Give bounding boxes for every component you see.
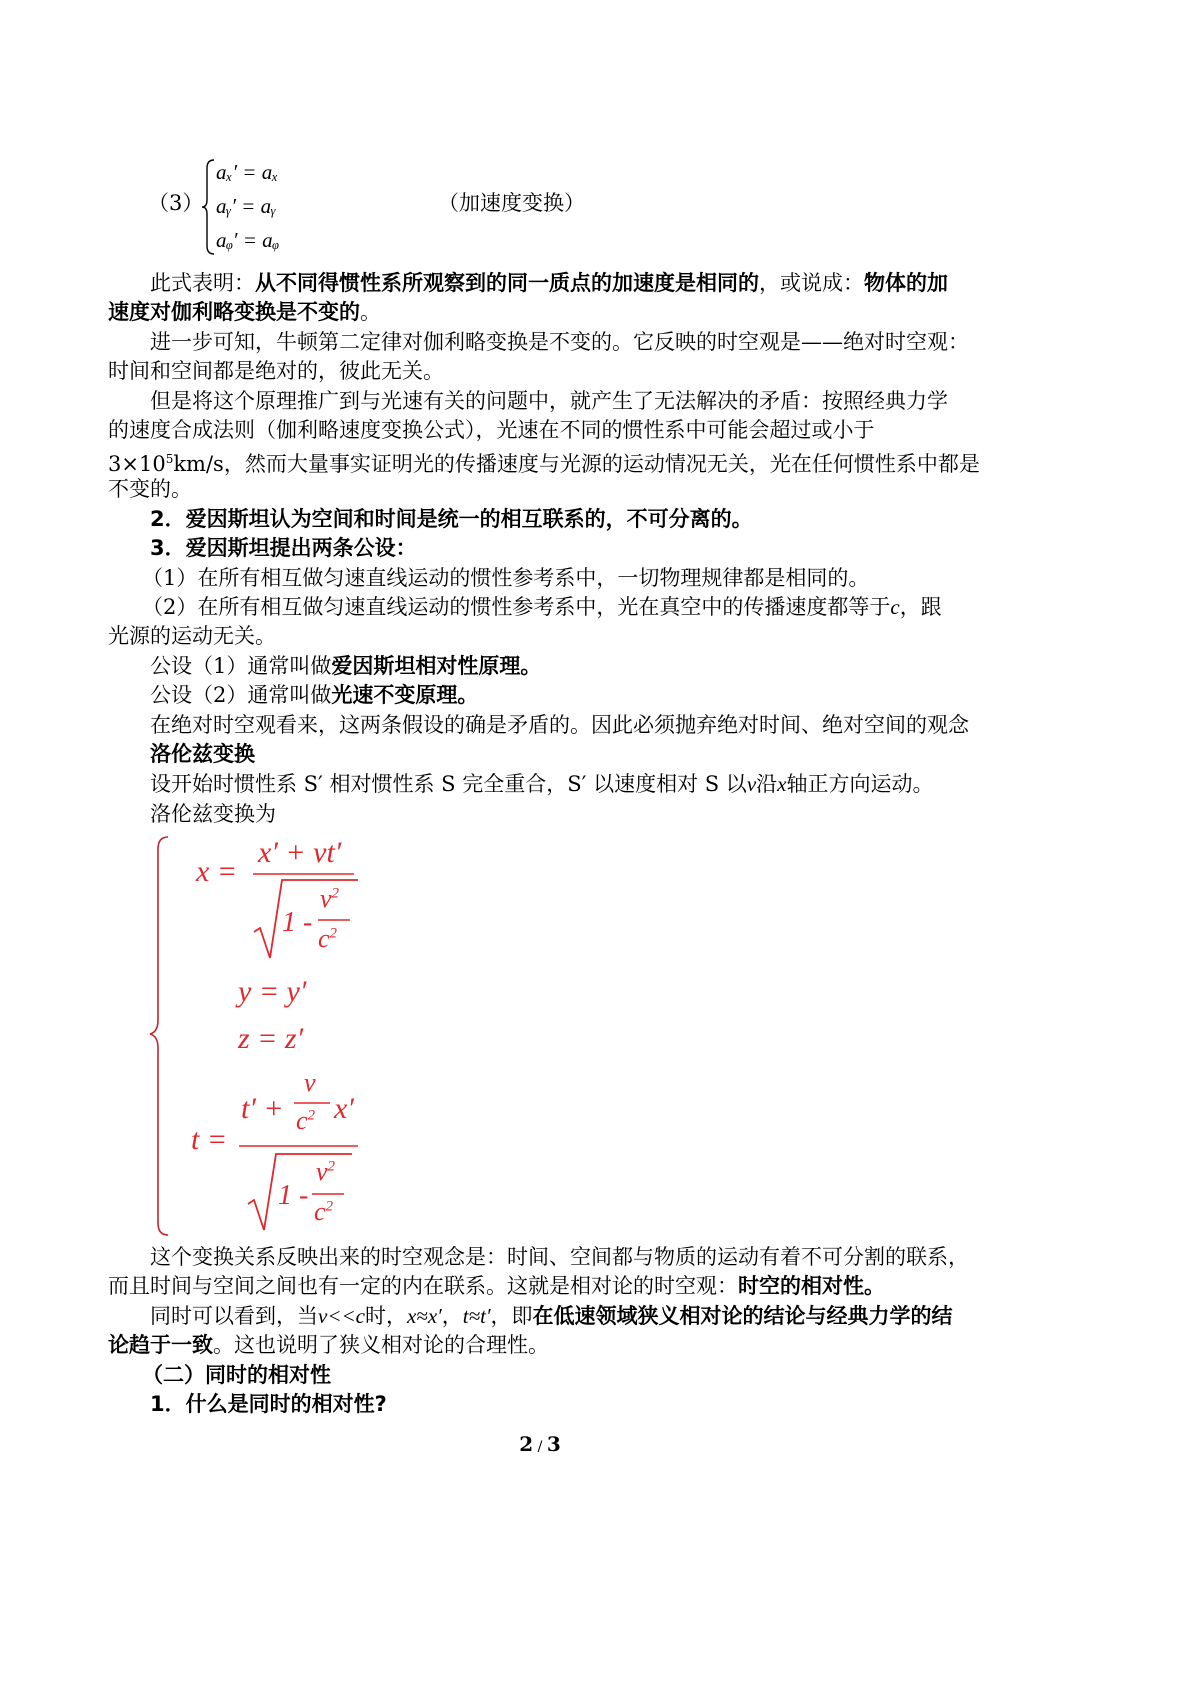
lorentz-t-c2: $c^2$	[314, 1197, 334, 1226]
section-heading-2: （二）同时的相对性	[142, 1363, 331, 1387]
lorentz-x-numerator: x′ + vt′	[258, 836, 342, 869]
lorentz-t-num-x: x′	[334, 1092, 354, 1125]
para1-line2: 速度对伽利略变换是不变的。	[108, 300, 381, 324]
para3-line4: 不变的。	[108, 477, 192, 501]
lorentz-t-num-a: t′ +	[241, 1092, 284, 1125]
para3-line3: $3\times 10^5km/s$，然而大量事实证明光的传播速度与光源的运动情况无关，光在任何惯性系中都是	[108, 452, 980, 476]
lorentz-heading: 洛伦兹变换	[150, 742, 255, 766]
lorentz-intro: 洛伦兹变换为	[150, 802, 276, 826]
item-2: 2．爱因斯坦认为空间和时间是统一的相互联系的，不可分离的。	[150, 507, 753, 531]
lorentz-x-v2: $v^2$	[320, 884, 340, 913]
lorentz-t-lhs: t =	[191, 1123, 228, 1156]
para4-line1: 这个变换关系反映出来的时空观念是：时间、空间都与物质的运动有着不可分割的联系，	[150, 1245, 969, 1269]
item-3: 3．爱因斯坦提出两条公设：	[150, 536, 417, 560]
postulate-2-line2: 光源的运动无关。	[108, 624, 276, 648]
postulate-note-2: 公设（2）通常叫做光速不变原理。	[150, 683, 479, 707]
para5-line1: 同时可以看到，当v<<c时，x≈x′，t≈t′，即在低速领域狭义相对论的结论与经典力学的结	[150, 1304, 953, 1328]
accel-eq-y: aᵧ′ = aᵧ	[216, 194, 276, 218]
para4-line2: 而且时间与空间之间也有一定的内在联系。这就是相对论的时空观：时空的相对性。	[108, 1274, 885, 1298]
postulate-note-1: 公设（1）通常叫做爱因斯坦相对性原理。	[150, 654, 542, 678]
lorentz-x-lhs: x =	[196, 855, 238, 888]
para2-line2: 时间和空间都是绝对的，彼此无关。	[108, 359, 444, 383]
lorentz-x-one: 1 -	[282, 907, 313, 938]
lorentz-x-c2: $c^2$	[318, 924, 338, 953]
lorentz-z-equation: z = z′	[238, 1022, 304, 1055]
postulate-2-line1: （2）在所有相互做匀速直线运动的惯性参考系中，光在真空中的传播速度都等于c，跟	[142, 595, 942, 619]
lorentz-t-one: 1 -	[278, 1180, 309, 1211]
lorentz-t-num-v: v	[304, 1068, 316, 1097]
para3-line2: 的速度合成法则（伽利略速度变换公式），光速在不同的惯性系中可能会超过或小于	[108, 418, 875, 442]
lorentz-t-v2: $v^2$	[316, 1157, 336, 1186]
para1-line1: 此式表明：从不同得惯性系所观察到的同一质点的加速度是相同的，或说成：物体的加	[150, 271, 948, 295]
absolute-spacetime-line: 在绝对时空观看来，这两条假设的确是矛盾的。因此必须抛弃绝对时间、绝对空间的观念	[150, 713, 969, 737]
accel-brace	[200, 158, 216, 256]
accel-eq-x: aₓ′ = aₓ	[216, 160, 279, 184]
accel-index: （3）	[148, 191, 204, 215]
lorentz-brace	[148, 835, 170, 1237]
accel-label: （加速度变换）	[438, 191, 585, 215]
accel-eq-z: aᵩ′ = aᵩ	[216, 228, 280, 252]
page-number: 2 / 3	[519, 1432, 561, 1456]
postulate-1: （1）在所有相互做匀速直线运动的惯性参考系中，一切物理规律都是相同的。	[142, 566, 870, 590]
lorentz-y-equation: y = y′	[238, 975, 307, 1008]
para3-line1: 但是将这个原理推广到与光速有关的问题中，就产生了无法解决的矛盾：按照经典力学	[150, 389, 948, 413]
para2-line1: 进一步可知，牛顿第二定律对伽利略变换是不变的。它反映的时空观是——绝对时空观：	[150, 330, 969, 354]
question-1: 1．什么是同时的相对性?	[150, 1392, 387, 1416]
setup-line: 设开始时惯性系 S′ 相对惯性系 S 完全重合，S′ 以速度相对 S 以v沿x轴正方向运动。	[150, 772, 934, 796]
para5-line2: 论趋于一致。这也说明了狭义相对论的合理性。	[108, 1333, 549, 1357]
lorentz-t-inner-bar	[292, 1101, 332, 1105]
lorentz-t-num-c: $c^2$	[296, 1106, 316, 1135]
